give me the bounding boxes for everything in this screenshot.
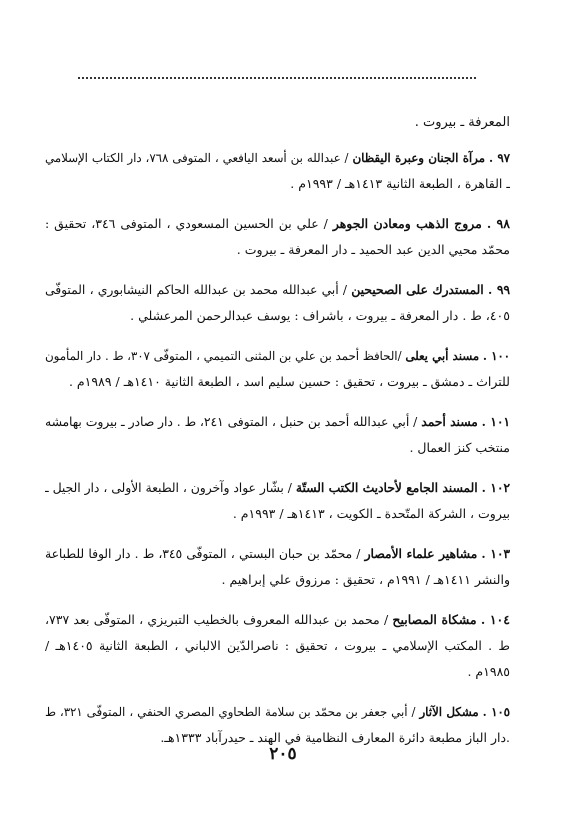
entry-line: بيروت ، الشركة المتّحدة ـ الكويت ، ١٤١٣هـ / ١٩٩٣م . (232, 506, 510, 521)
entry-details: / علي بن الحسين المسعودي ، المتوفى ٣٤٦، تحقيق : (45, 216, 333, 231)
entry-number: ١٠٥ . (482, 705, 510, 719)
entry-title: مروج الذهب ومعادن الجوهر (332, 216, 482, 231)
entry-number: ١٠١ . (481, 414, 510, 429)
bibliography-entry-100 (45, 343, 510, 395)
entry-title: مشكاة المصابيح (392, 612, 477, 627)
entry-title: مشاهير علماء الأمصار (364, 546, 478, 561)
bibliography-entry-102 (45, 475, 510, 527)
entry-line: منتخب كنز العمال . (409, 440, 510, 455)
entry-line (45, 343, 510, 369)
entry-title: مرآة الجنان وعبرة اليقظان (352, 151, 485, 165)
entry-line (45, 409, 510, 435)
entry-line (45, 145, 510, 171)
entry-line: ـ القاهرة ، الطبعة الثانية ١٤١٣هـ / ١٩٩٣م . (290, 176, 510, 191)
bibliography-entry-103 (45, 541, 510, 593)
entry-number: ٩٨ . (486, 216, 510, 231)
bibliography-entry-97 (45, 145, 510, 197)
entry-number: ١٠٠ . (482, 349, 510, 363)
entry-details: / محمّد بن حبان البستي ، المتوفّى ٣٤٥، ط . دار الوفا للطباعة (45, 547, 365, 561)
entry-line: محمّد محيي الدين عبد الحميد ـ دار المعرفة ـ بيروت . (236, 242, 510, 257)
bibliography-entry-104 (45, 607, 510, 685)
bibliography-entry-98 (45, 211, 510, 263)
entry-line (45, 211, 510, 237)
entry-line: ط . المكتب الإسلامي ـ بيروت ، تحقيق : ناصرالدّين الالباني ، الطبعة الثانية ١٤٠٥هـ / (45, 638, 510, 653)
entry-title: مشكل الآثار (419, 705, 479, 719)
entry-details: / أبي عبدالله أحمد بن حنبل ، المتوفى ٢٤١، ط . دار صادر ـ بيروت بهامشه (45, 415, 422, 429)
entry-line: والنشر ١٤١١هـ / ١٩٩١م ، تحقيق : مرزوق علي إبراهيم . (221, 572, 510, 587)
entry-title: مسند أحمد (421, 414, 478, 429)
page-number: ٢٠٥ (269, 744, 297, 764)
entry-details: / أبي عبدالله محمد بن عبدالله الحاكم النيشابوري ، المتوفّى (45, 283, 352, 297)
bibliography-entry-99 (45, 277, 510, 329)
entry-details: /الحافظ أحمد بن علي بن المثنى التميمي ، المتوفّى ٣٠٧، ط . دار المأمون (45, 349, 406, 363)
entry-details: / عبدالله بن أسعد اليافعي ، المتوفى ٧٦٨، دار الكتاب الإسلامي (45, 151, 353, 165)
entry-number: ١٠٢ . (481, 480, 510, 495)
entry-line: ٤٠٥، ط . دار المعرفة ـ بيروت ، باشراف : يوسف عبدالرحمن المرعشلي . (130, 308, 510, 323)
entry-line (45, 475, 510, 501)
entry-details: / محمد بن عبدالله المعروف بالخطيب التبريزي ، المتوفّى بعد ٧٣٧، (45, 612, 393, 627)
entry-title: المسند الجامع لأحاديث الكتب الستّة (295, 480, 478, 495)
entry-number: ١٠٣ . (481, 546, 510, 561)
bibliography-entry-101 (45, 409, 510, 461)
continuation-line: المعرفة ـ بيروت . (414, 115, 510, 130)
entry-line (45, 699, 510, 725)
entry-number: ١٠٤ . (480, 612, 510, 627)
entry-line (45, 277, 510, 303)
entry-details: / بشّار عواد وآخرون ، الطبعة الأولى ، دار الجيل ـ (45, 481, 296, 495)
entry-number: ٩٩ . (487, 282, 510, 297)
entry-title: المستدرك على الصحيحين (351, 282, 484, 297)
entry-number: ٩٧ . (488, 151, 510, 165)
dotted-separator (78, 77, 476, 79)
bibliography-content (45, 110, 510, 765)
entry-line: للتراث ـ دمشق ـ بيروت ، تحقيق : حسين سليم اسد ، الطبعة الثانية ١٤١٠هـ / ١٩٨٩م . (68, 374, 510, 389)
entry-title: مسند أبي يعلى (405, 349, 480, 363)
entry-line: ١٩٨٥م . (467, 664, 510, 679)
entry-details: / أبي جعفر بن محمّد بن سلامة الطحاوي المصري الحنفي ، المتوفّى ٣٢١، ط (45, 705, 420, 719)
entry-line (45, 541, 510, 567)
entry-line: .دار الباز مطبعة دائرة المعارف النظامية في الهند ـ حيدرآباد ١٣٣٣هـ. (160, 730, 510, 745)
entry-line (45, 607, 510, 633)
